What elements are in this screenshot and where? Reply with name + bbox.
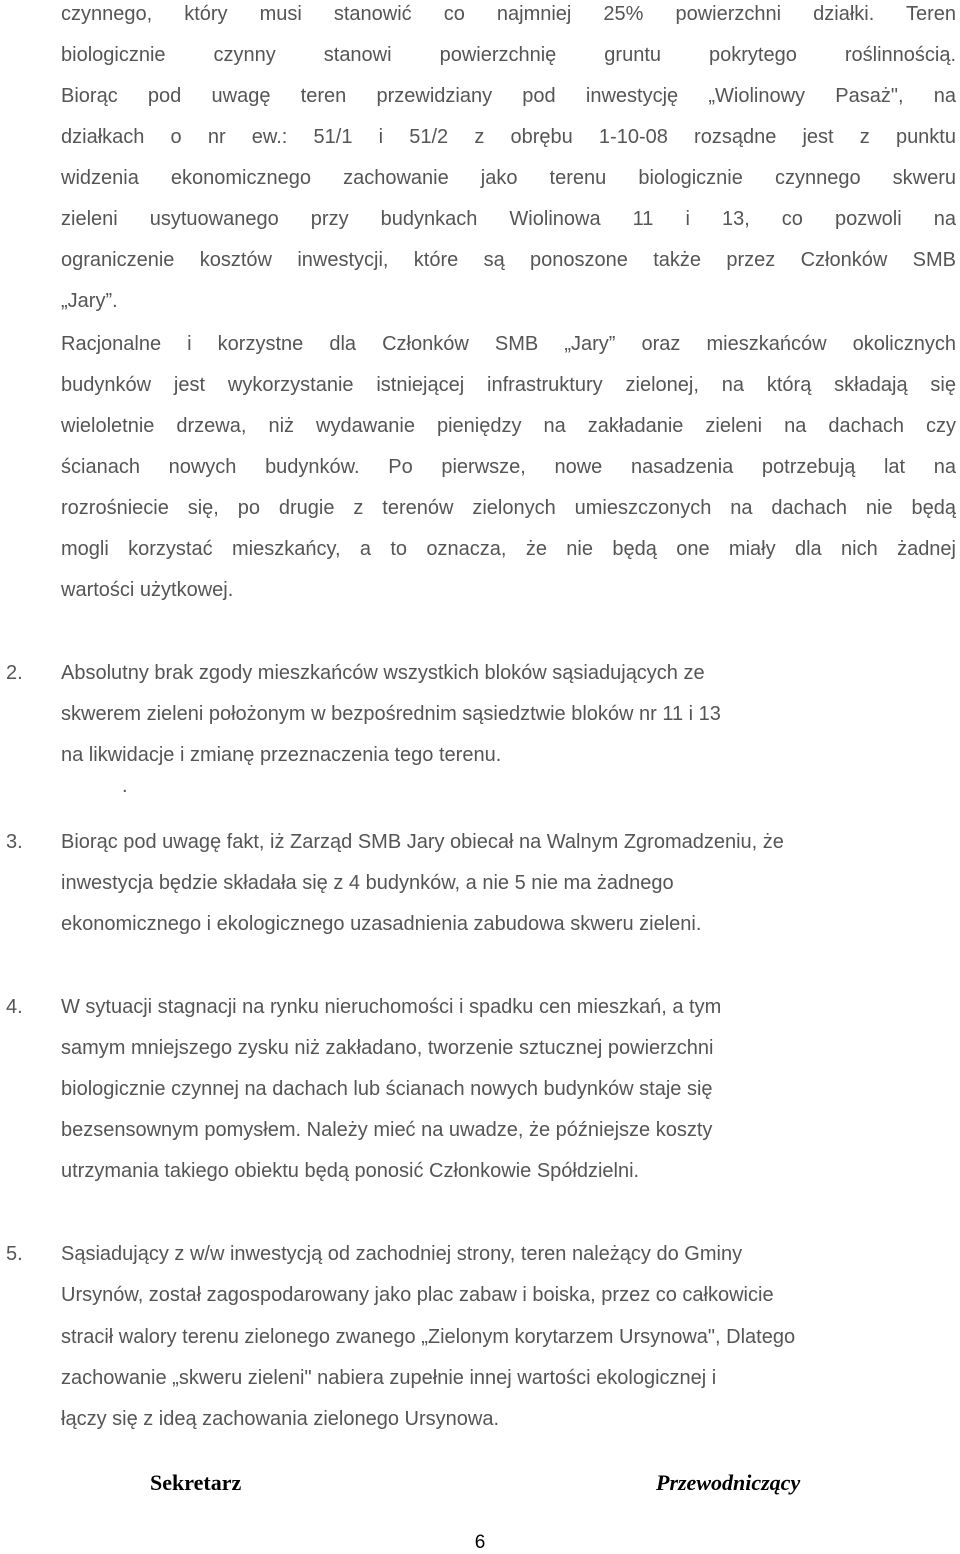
paragraph-line: mogli korzystać mieszkańcy, a to oznacza, że nie będą one miały dla nich żadnej [61,538,956,560]
item-line: biologicznie czynnej na dachach lub ścianach nowych budynków staje się [61,1078,713,1100]
item-line: stracił walory terenu zielonego zwanego „Zielonym korytarzem Ursynowa", Dlatego [61,1326,796,1348]
item-line: ekonomicznego i ekologicznego uzasadnienia zabudowa skweru zieleni. [61,913,702,935]
item-line: bezsensownym pomysłem. Należy mieć na uwadze, że późniejsze koszty [61,1119,713,1141]
paragraph-line: działkach o nr ew.: 51/1 i 51/2 z obrębu 1-10-08 rozsądne jest z punktu [61,126,956,148]
item-number: 4. [6,996,23,1018]
paragraph-line: czynnego, który musi stanowić co najmniej 25% powierzchni działki. Teren [61,3,956,25]
signature-chairman: Przewodniczący [656,1470,801,1495]
item-number: 2. [6,662,23,684]
item-line: na likwidacje i zmianę przeznaczenia tego terenu. [61,744,502,766]
item-line: inwestycja będzie składała się z 4 budynków, a nie 5 nie ma żadnego [61,872,674,894]
paragraph-line: widzenia ekonomicznego zachowanie jako terenu biologicznie czynnego skweru [61,167,956,189]
paragraph-line: budynków jest wykorzystanie istniejącej infrastruktury zielonej, na którą składają się [61,374,956,396]
paragraph-line: ścianach nowych budynków. Po pierwsze, nowe nasadzenia potrzebują lat na [61,456,956,478]
item-line: . [122,775,128,797]
paragraph-line: Biorąc pod uwagę teren przewidziany pod inwestycję „Wiolinowy Pasaż", na [61,85,956,107]
item-line: utrzymania takiego obiektu będą ponosić Członkowie Spółdzielni. [61,1160,640,1182]
paragraph-line: zieleni usytuowanego przy budynkach Wiolinowa 11 i 13, co pozwoli na [61,208,956,230]
page-number: 6 [474,1532,486,1553]
item-line: W sytuacji stagnacji na rynku nieruchomości i spadku cen mieszkań, a tym [61,996,722,1018]
paragraph-line: Racjonalne i korzystne dla Członków SMB „Jary” oraz mieszkańców okolicznych [61,333,956,355]
signature-secretary: Sekretarz [150,1470,242,1495]
item-line: Absolutny brak zgody mieszkańców wszystkich bloków sąsiadujących ze [61,662,705,684]
item-number: 5. [6,1243,23,1265]
paragraph-line: rozrośniecie się, po drugie z terenów zielonych umieszczonych na dachach nie będą [61,497,956,519]
paragraph-line: ograniczenie kosztów inwestycji, które są ponoszone także przez Członków SMB [61,249,956,271]
item-line: Biorąc pod uwagę fakt, iż Zarząd SMB Jary obiecał na Walnym Zgromadzeniu, że [61,831,784,853]
item-line: zachowanie „skweru zieleni" nabiera zupełnie innej wartości ekologicznej i [61,1367,717,1389]
paragraph-line: „Jary”. [61,290,118,312]
paragraph-line: biologicznie czynny stanowi powierzchnię gruntu pokrytego roślinnością. [61,44,956,66]
item-number: 3. [6,831,23,853]
item-line: Sąsiadujący z w/w inwestycją od zachodniej strony, teren należący do Gminy [61,1243,743,1265]
paragraph-line: wartości użytkowej. [61,579,234,601]
item-line: łączy się z ideą zachowania zielonego Ursynowa. [61,1408,500,1430]
paragraph-line: wieloletnie drzewa, niż wydawanie pieniędzy na zakładanie zieleni na dachach czy [61,415,956,437]
item-line: skwerem zieleni położonym w bezpośrednim sąsiedztwie bloków nr 11 i 13 [61,703,721,725]
item-line: samym mniejszego zysku niż zakładano, tworzenie sztucznej powierzchni [61,1037,714,1059]
item-line: Ursynów, został zagospodarowany jako plac zabaw i boiska, przez co całkowicie [61,1284,774,1306]
